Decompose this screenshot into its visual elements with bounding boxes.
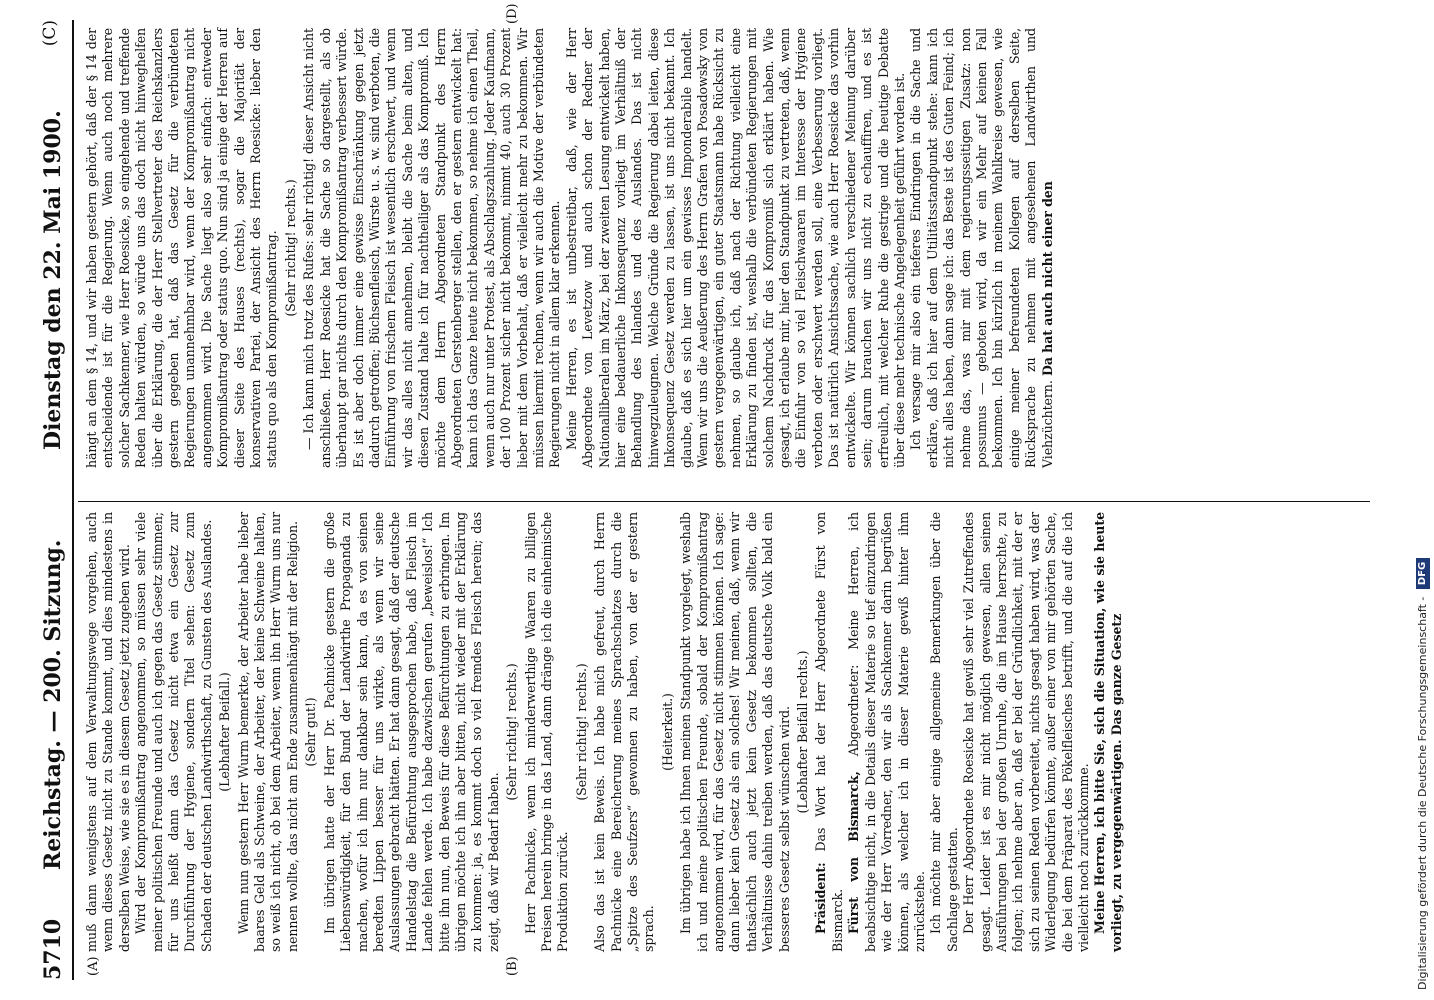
digitization-credit: [1400, 0, 1434, 1000]
dfg-logo: DFG: [1416, 558, 1430, 589]
interjection: (Lebhafter Beifall rechts.): [795, 650, 811, 814]
paragraph: Also das ist kein Beweis. Ich habe mich gefreut, durch Herrn Pachnicke eine Bereicherung meines Sprachschatzes durch die „Spitze des Seufzers“ gewonnen zu haben, von der er gestern sprach.: [592, 512, 657, 952]
interjection: (Heiterkeit.): [659, 693, 675, 771]
speaker-name: Fürst von Bismarck,: [846, 771, 862, 934]
paragraph: hängt an dem § 14, und wir haben gestern gehört, daß der § 14 der entscheidende ist für die Regierung. Wenn auch noch mehrere solcher Sachkenner, wie Herr Roesicke, so eingehende und treffende Reden halten würden, so würde uns das doch nicht hinweghelfen über die Erklärung, die der Herr Stellvertreter des Reichskanzlers gestern gegeben hat, daß das Gesetz für die verbündeten Regierungen unannehmbar wird, wenn der Kompromißantrag nicht angenommen wird. Die Sache liegt also sehr einfach: entweder Kompromißantrag oder status quo. Nun sind ja einige der Herren auf dieser Seite des Hauses (rechts), sogar die Majorität der konservativen Partei, der Ansicht des Herrn Roesicke: lieber den status quo als den Kompromißantrag.: [84, 28, 280, 468]
credit-text: Digitalisierung gefördert durch die Deutsche Forschungsgemeinschaft -: [1416, 596, 1429, 990]
paragraph: — Ich kann mich trotz des Rufes: sehr richtig! dieser Ansicht nicht anschließen. Herr Roesicke hat die Sache so dargestellt, als ob überhaupt gar nichts durch den Kompromißantrag verbessert würde. Es ist aber doch immer eine gewisse Einschränkung gegen jetzt dadurch getroffen; Büchsenfleisch, Würste u. s. w. sind verboten, die Einführung von frischem Fleisch ist wesentlich erschwert, und wenn wir das alles nicht annehmen, bleibt die Sache beim alten, und diesen Zustand halte ich für nachtheiliger als das Kompromiß. Ich möchte dem Herrn Abgeordneten Standpunkt des Herrn Abgeordneten Gerstenberger stellen, den er gestern entwickelt hat: kann ich das Ganze heute nicht bekommen, so nehme ich einen Theil, wenn auch nur unter Protest, als Abschlagszahlung. Jeder Kaufmann, der 100 Prozent sicher nicht bekommt, nimmt 40, auch 30 Prozent lieber mit dem Vorbehalt, daß er vielleicht mehr zu bekommen. Wir müssen hiermit rechnen, wenn wir auch die Motive der verbündeten Regierungen nicht in allem klar erkennen.: [301, 27, 563, 468]
header-rule: [72, 20, 74, 980]
interjection: (Sehr richtig! rechts.): [504, 663, 520, 801]
paragraph: Wenn nun gestern Herr Wurm bemerkte, der Arbeiter habe lieber baares Geld als Schweine, der Arbeiter, der keine Schweine halten, so weiß ich nicht, ob bei dem Arbeiter, wenn ihn Herr Wurm uns nur nennen wollte, das nicht am Ende zusammenhängt mit der Religion.: [235, 512, 300, 952]
speaker-name: Präsident:: [813, 862, 829, 934]
margin-letter-d: (D): [505, 3, 520, 24]
interjection: (Sehr richtig! rechts.): [282, 179, 298, 317]
left-column: [84, 512, 1125, 952]
page-number: 5710: [40, 918, 66, 980]
paragraph: Ich möchte mir aber einige allgemeine Bemerkungen über die Sachlage gestatten.: [928, 512, 960, 952]
interjection: (Lebhafter Beifall.): [217, 672, 233, 792]
paragraph: muß dann wenigstens auf dem Verwaltungswege vorgehen, auch wenn dieses Gesetz nicht zu Stande kommt, und dies mindestens in derselben Weise, wie sie es in diesem Gesetz jetzt zugeben wird.: [84, 512, 132, 952]
column-divider: [78, 501, 1370, 502]
paragraph: Ich versage mir also ein tieferes Eindringen in die Sache und erkläre, daß ich hier auf dem Utilitätsstandpunkt stehe: kann ich nicht alles haben, dann sage ich: das Beste ist des Guten Feind; ich nehme das, was mir mit dem regierungsseitigen Zusatz: non possumus — geboten wird, da wir ein Mehr auf keinen Fall bekommen. Ich bin kürzlich in meinem Wahlkreise gewesen, wie einige meiner befreundeten Kollegen auf derselben Seite, Rücksprache zu nehmen mit angesehenen Landwirthen und Viehzüchtern. Da hat auch nicht einer den: [908, 28, 1055, 468]
emphasized-text: Meine Herren, ich bitte Sie, sich die Situation, wie sie heute vorliegt, zu vergegenwärtigen. Das ganze Gesetz: [1092, 512, 1124, 952]
session-date: Dienstag den 22. Mai 1900.: [40, 110, 66, 450]
paragraph: Herr Pachnicke, wenn ich minderwerthige Waaren zu billigen Preisen herein bringe in das Land, dann dränge ich die einheimische Produktion zurück.: [522, 512, 571, 952]
paragraph: [1092, 512, 1125, 952]
margin-letter-a: (A): [86, 956, 101, 976]
margin-letter-b: (B): [505, 956, 520, 976]
paragraph: Meine Herren, es ist unbestreitbar, daß, wie der Herr Abgeordnete von Levetzow und auch schon der Redner der Nationalliberalen im März, bei der zweiten Lesung entwickelt haben, hier eine bedauerliche Inkonsequenz vorliegt im Verhältniß der Behandlung des Inlandes und des Auslandes. Das ist nicht hinwegzuleugnen. Welche Gründe die Regierung dabei leiten, diese Inkonsequenz Gesetz werden zu lassen, ist uns nicht bekannt. Ich glaube, daß es sich hier um ein gewisses Imponderabile handelt. Wenn wir uns die Aeußerung des Herrn Grafen von Posadowsky von gestern vergegenwärtigen, ein guter Staatsmann habe Rücksicht zu nehmen, so glaube ich, daß nach der Richtung vielleicht eine Erklärung zu finden ist, weshalb die verbündeten Regierungen mit solchem Nachdruck für das Kompromiß sich erklärt haben. Wie gesagt, ich erlaube mir, hier den Standpunkt zu vertreten, daß, wenn die Einfuhr von so viel Fleischwaaren im Interesse der Hygiene verboten oder erschwert werden soll, eine Verbesserung vorliegt. Das ist natürlich Ansichtssache, wie auch Herr Roesicke das vorhin entwickelte. Wir können sachlich verschiedener Meinung darüber sein; darum brauchen wir uns nicht zu echauffiren, und es ist erfreulich, mit welcher Ruhe die gestrige und die heutige Debatte über diese mehr technische Angelegenheit geführt worden ist.: [563, 28, 907, 468]
paragraph: Wird der Kompromißantrag angenommen, so müssen sehr viele meiner politischen Freunde und auch ich gegen das Gesetz stimmen; für uns heißt dann das Gesetz nicht etwa ein Gesetz zur Durchführung der Hygiene, sondern Titel sehen: Gesetz zum Schaden der deutschen Landwirthschaft, zu Gunsten des Auslandes.: [133, 512, 214, 952]
paragraph: Im übrigen habe ich Ihnen meinen Standpunkt vorgelegt, weshalb ich und meine politischen Freunde, sobald der Kompromißantrag angenommen wird, für das Gesetz nicht stimmen können. Ich sage: dann lieber kein Gesetz als ein solches! Wir meinen, daß, wenn wir thatsächlich auch jetzt kein Gesetz bekommen sollten, die Verhältnisse dahin treiben werden, daß das deutsche Volk bald ein besseres Gesetz selbst wünschen wird.: [678, 512, 792, 952]
session-title: Reichstag. — 200. Sitzung.: [40, 539, 66, 870]
paragraph: Der Herr Abgeordnete Roesicke hat gewiß sehr viel Zutreffendes gesagt. Leider ist es mir nicht möglich gewesen, allen seinen Ausführungen bei der großen Unruhe, die im Hause herrschte, zu folgen; ich nehme aber an, daß er bei der Gründlichkeit, mit der er sich zu seinen Reden vorbereitet, nichts gesagt haben wird, was der Widerlegung bedürfen könnte, außer einer von mir gehörten Sache, die bei dem Präparat des Pökelfleisches betrifft, und die auf die ich vielleicht noch zurückkomme.: [961, 512, 1091, 952]
paragraph: Im übrigen hatte der Herr Dr. Pachnicke gestern die große Liebenswürdigkeit, für den Bund der Landwirthe Propaganda zu machen, wofür ich ihm nur dankbar sein kann, da es von seinen beredten Lippen besser für uns wirkte, als wenn wir seine Auslassungen gebracht hätten. Er hat dann gesagt, daß der deutsche Handelstag die Befürchtung ausgesprochen habe, daß Fleisch im Lande fehlen werde. Ich habe dazwischen gerufen „beweislos!“ Ich bitte ihn nun, den Beweis für diese Befürchtungen zu erbringen. Im übrigen möchte ich ihn aber bitten, nicht wieder mit der Erklärung zu kommen: ja, es kommt doch so viel fremdes Fleisch herein; das zeigt, daß wir Bedarf haben.: [321, 512, 501, 952]
right-column: [84, 28, 1056, 468]
page-header: [40, 20, 70, 980]
interjection: (Sehr gut!): [303, 697, 319, 767]
paragraph: Fürst von Bismarck, Abgeordneter: Meine Herren, ich beabsichtige nicht, in die Details dieser Materie so tief einzudringen wie der Herr Vorredner, den wir als Sachkenner darin begrüßen können, als welcher ich in dieser Materie gewiß hinter ihm zurückstehe.: [846, 512, 927, 952]
emphasized-text: Da hat auch nicht einer den: [1039, 181, 1055, 381]
margin-code-top: (C): [40, 20, 60, 47]
paragraph: Präsident: Das Wort hat der Herr Abgeordnete Fürst von Bismarck.: [813, 512, 845, 952]
interjection: (Sehr richtig! rechts.): [573, 663, 589, 801]
